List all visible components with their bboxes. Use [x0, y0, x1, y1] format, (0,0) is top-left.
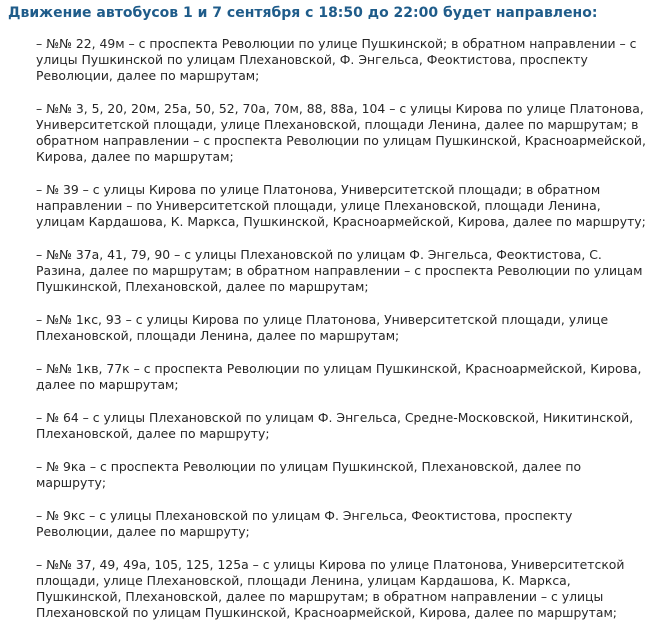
- route-item: – №№ 22, 49м – с проспекта Революции по улице Пушкинской; в обратном направлении – с улицы Пушкинской по улицам Плехановской, Ф. Энгельса, Феоктистова, проспекту Революции, далее по маршрутам;: [36, 36, 637, 83]
- article-heading: Движение автобусов 1 и 7 сентября с 18:50 до 22:00 будет направлено:: [8, 5, 598, 21]
- route-item: – №№ 1кв, 77к – с проспекта Революции по улицам Пушкинской, Красноармейской, Кирова, далее по маршрутам;: [36, 361, 642, 392]
- route-item: – №№ 3, 5, 20, 20м, 25а, 50, 52, 70а, 70м, 88, 88а, 104 – с улицы Кирова по улице Платонова, Университетской площади, улице Плехановской, площади Ленина, далее по маршрутам; в обратном направлении – с проспекта Революции по улицам Пушкинской, Красноармейской, Кирова, далее по маршрутам;: [36, 101, 646, 164]
- route-item: – № 64 – с улицы Плехановской по улицам Ф. Энгельса, Средне-Московской, Никитинской, Плехановской, далее по маршруту;: [36, 410, 634, 441]
- route-item: – № 39 – с улицы Кирова по улице Платонова, Университетской площади; в обратном направлении – по Университетской площади, улице Плехановской, площади Ленина, улицам Кардашова, К. Маркса, Пушкинской, Красноармейской, Кирова, далее по маршруту;: [36, 182, 646, 229]
- route-item: – №№ 37, 49, 49а, 105, 125, 125а – с улицы Кирова по улице Платонова, Университетской площади, улице Плехановской, площади Ленина, улицам Кардашова, К. Маркса, Пушкинской, Плехановской, далее по маршрутам; в обратном направлении – с улицы Плехановской по улицам Пушкинской, Красноармейской, Кирова, далее по маршрутам;: [36, 557, 625, 620]
- route-item: – №№ 37а, 41, 79, 90 – с улицы Плехановской по улицам Ф. Энгельса, Феоктистова, С. Разина, далее по маршрутам; в обратном направлении – с проспекта Революции по улицам Пушкинской, Плехановской, далее по маршрутам;: [36, 247, 643, 294]
- route-item: – № 9кс – с улицы Плехановской по улицам Ф. Энгельса, Феоктистова, проспекту Революции, далее по маршруту;: [36, 508, 573, 539]
- route-item: – № 9ка – с проспекта Революции по улицам Пушкинской, Плехановской, далее по маршруту;: [36, 459, 582, 490]
- route-list: [36, 36, 648, 638]
- route-item: – №№ 1кс, 93 – с улицы Кирова по улице Платонова, Университетской площади, улице Плехановской, площади Ленина, далее по маршрутам;: [36, 312, 609, 343]
